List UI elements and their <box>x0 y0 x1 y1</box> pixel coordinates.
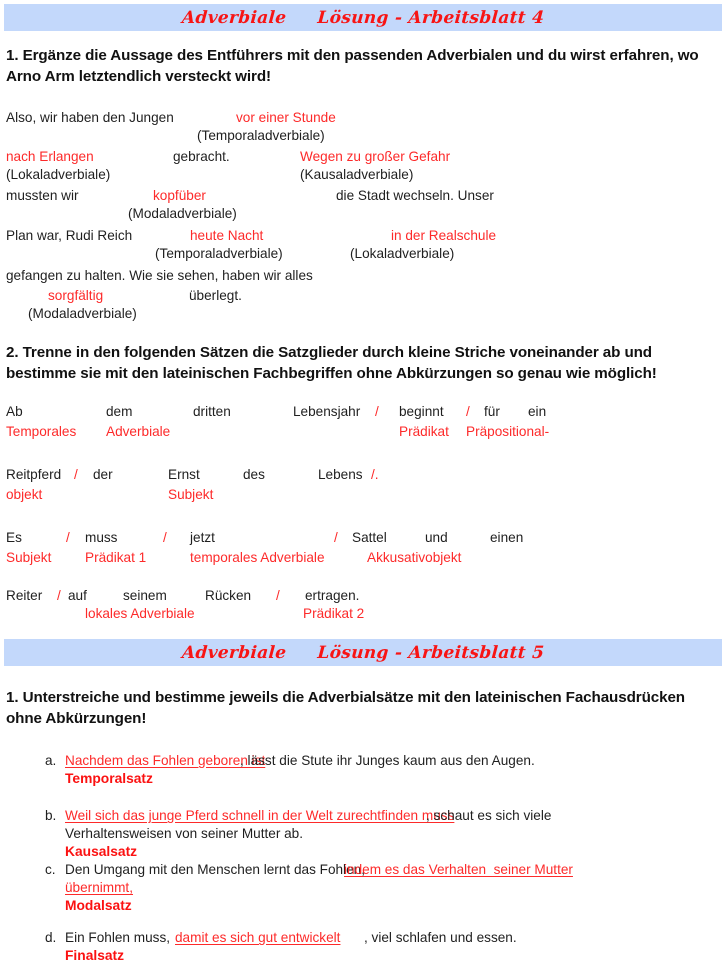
s4t2-s3-w7: und <box>425 530 448 545</box>
s4t2-s1-w2: dritten <box>193 404 231 419</box>
s4t2-s2-lab1: Subjekt <box>168 487 214 502</box>
s5-item-b-marker: b. <box>45 808 57 823</box>
s5-item-d-lead: Ein Fohlen muss, <box>65 930 174 945</box>
s5-item-d-answer: Finalsatz <box>65 948 125 963</box>
s4t2-s2-w0: Reitpferd <box>6 467 62 482</box>
s5-item-c-underlined: indem es das Verhalten seiner Mutter <box>344 862 573 877</box>
s5-item-b-rest2: Verhaltensweisen von seiner Mutter ab. <box>65 826 304 841</box>
s4t2-s3-w1: / <box>66 530 70 545</box>
s4t2-s3-w6: Sattel <box>352 530 387 545</box>
s4t2-s4-w6: ertragen. <box>305 588 360 603</box>
sheet4-title-band <box>4 4 722 31</box>
s5-item-d-marker: d. <box>45 930 57 945</box>
s4t2-s3-w4: jetzt <box>190 530 215 545</box>
s4t2-s3-w3: / <box>163 530 167 545</box>
s5-item-d-rest: , viel schlafen und essen. <box>364 930 517 945</box>
s5-item-a-marker: a. <box>45 753 57 768</box>
s5-item-a-underlined: Nachdem das Fohlen geboren ist <box>65 753 266 768</box>
s4t2-s1-w7: für <box>484 404 500 419</box>
s4t2-s1-w5: beginnt <box>399 404 444 419</box>
s4t1-l8-label1: (Temporaladverbiale) <box>155 246 283 261</box>
s4t2-s1-lab2: Prädikat <box>399 424 449 439</box>
s4t2-s4-lab1: Prädikat 2 <box>303 606 365 621</box>
s4t2-s2-lab0: objekt <box>6 487 43 502</box>
s4t2-s2-w4: des <box>243 467 265 482</box>
s4t1-l1-red: vor einer Stunde <box>236 110 336 125</box>
s4t2-s2-w6: /. <box>371 467 379 482</box>
sheet4-task1-heading: 1. Ergänze die Aussage des Entführers mit den passenden Adverbialen und du wirst erfahren, wo Arno Arm letztendlich versteckt wird! <box>6 47 699 85</box>
s4t1-l11-label: (Modaladverbiale) <box>28 306 137 321</box>
s4t1-l3-black: gebracht. <box>173 149 230 164</box>
s4t2-s1-lab1: Adverbiale <box>106 424 171 439</box>
s4t2-s1-w6: / <box>466 404 470 419</box>
s4t2-s1-w8: ein <box>528 404 547 419</box>
s4t2-s3-w2: muss <box>85 530 118 545</box>
s4t1-l5-red: kopfüber <box>153 188 206 203</box>
s4t2-s4-w4: Rücken <box>205 588 252 603</box>
s4t2-s3-lab3: Akkusativobjekt <box>367 550 462 565</box>
s4t2-s1-w0: Ab <box>6 404 23 419</box>
s4t1-l5-black1: mussten wir <box>6 188 79 203</box>
s4t2-s4-lab0: lokales Adverbiale <box>85 606 195 621</box>
sheet4-title-text: Adverbiale Lösung - Arbeitsblatt 4 <box>181 7 545 28</box>
s5-item-c-answer: Modalsatz <box>65 898 132 913</box>
sheet5-task1-heading: 1. Unterstreiche und bestimme jeweils die Adverbialsätze mit den lateinischen Fachausdrücken ohne Abkürzungen! <box>6 689 685 727</box>
s4t1-l6-label: (Modaladverbiale) <box>128 206 237 221</box>
s5-item-b-underlined: Weil sich das junge Pferd schnell in der Welt zurechtfinden muss <box>65 808 455 823</box>
s4t1-l3-red1: nach Erlangen <box>6 149 94 164</box>
s4t1-l3-red2: Wegen zu großer Gefahr <box>300 149 451 164</box>
s4t1-l2-label: (Temporaladverbiale) <box>197 128 325 143</box>
s4t2-s3-w5: / <box>334 530 338 545</box>
s4t1-l1-black: Also, wir haben den Jungen <box>6 110 174 125</box>
s5-item-b-rest: , schaut es sich viele <box>426 808 552 823</box>
s4t1-l7-red2: in der Realschule <box>391 228 497 243</box>
s4t2-s2-w5: Lebens <box>318 467 363 482</box>
s4t2-s1-w3: Lebensjahr <box>293 404 361 419</box>
s5-item-c-lead: Den Umgang mit den Menschen lernt das Fohlen, <box>65 862 369 877</box>
s4t2-s2-w2: der <box>93 467 113 482</box>
s4t2-s4-w0: Reiter <box>6 588 43 603</box>
s4t1-l9-black: gefangen zu halten. Wie sie sehen, haben wir alles <box>6 268 313 283</box>
s5-item-b-answer: Kausalsatz <box>65 844 138 859</box>
s4t2-s4-w2: auf <box>68 588 87 603</box>
s4t2-s4-w3: seinem <box>123 588 167 603</box>
s4t1-l10-black: überlegt. <box>189 288 242 303</box>
s4t1-l10-red: sorgfältig <box>48 288 104 303</box>
s4t1-l7-black: Plan war, Rudi Reich <box>6 228 133 243</box>
s4t2-s2-w1: / <box>74 467 78 482</box>
s4t2-s1-lab3: Präpositional- <box>466 424 550 439</box>
s5-item-d-underlined: damit es sich gut entwickelt <box>175 930 341 945</box>
s5-item-a-answer: Temporalsatz <box>65 771 153 786</box>
s4t2-s1-w1: dem <box>106 404 133 419</box>
s4t2-s1-lab0: Temporales <box>6 424 77 439</box>
sheet5-title-text: Adverbiale Lösung - Arbeitsblatt 5 <box>181 642 545 663</box>
s4t1-l7-red1: heute Nacht <box>190 228 264 243</box>
s4t1-l5-black2: die Stadt wechseln. Unser <box>336 188 494 203</box>
s4t2-s2-w3: Ernst <box>168 467 200 482</box>
s4t1-l4-label1: (Lokaladverbiale) <box>6 167 111 182</box>
s4t2-s3-lab1: Prädikat 1 <box>85 550 147 565</box>
sheet5-title-band <box>4 639 722 666</box>
s5-item-c-marker: c. <box>45 862 56 877</box>
s4t2-s3-lab2: temporales Adverbiale <box>190 550 325 565</box>
s4t2-s3-lab0: Subjekt <box>6 550 52 565</box>
sheet4-task2-heading: 2. Trenne in den folgenden Sätzen die Satzglieder durch kleine Striche voneinander ab und bestimme sie mit den lateinischen Fachbegriffen ohne Abkürzungen so genau wie möglich! <box>6 344 657 382</box>
s5-item-a-rest: , lässt die Stute ihr Junges kaum aus den Augen. <box>240 753 535 768</box>
s4t2-s3-w0: Es <box>6 530 22 545</box>
s4t2-s1-w4: / <box>375 404 379 419</box>
s4t1-l8-label2: (Lokaladverbiale) <box>350 246 455 261</box>
s4t2-s4-w1: / <box>57 588 61 603</box>
s4t2-s3-w8: einen <box>490 530 524 545</box>
s5-item-c-underlined2: übernimmt, <box>65 880 133 895</box>
s4t1-l4-label2: (Kausaladverbiale) <box>300 167 414 182</box>
s4t2-s4-w5: / <box>276 588 280 603</box>
